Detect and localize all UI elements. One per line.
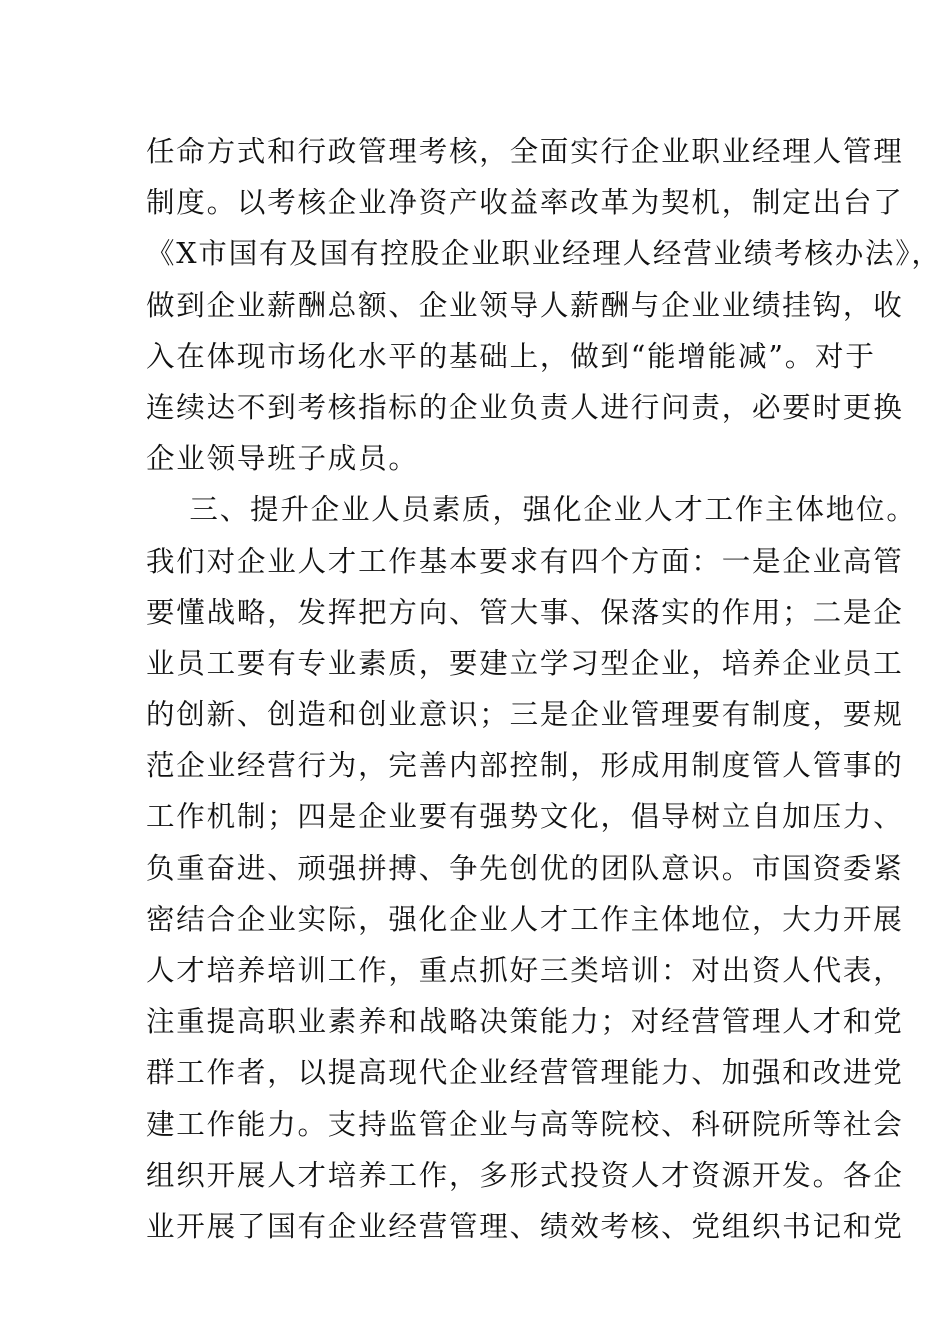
text-line-11: 业员工要有专业素质，要建立学习型企业，培养企业员工 bbox=[146, 646, 904, 680]
text-line-2: 制度。以考核企业净资产收益率改革为契机，制定出台了 bbox=[146, 186, 904, 220]
text-line-14: 工作机制；四是企业要有强势文化，倡导树立自加压力、 bbox=[146, 800, 904, 834]
text-line-21: 组织开展人才培养工作，多形式投资人才资源开发。各企 bbox=[146, 1158, 904, 1192]
text-line-3: 《X市国有及国有控股企业职业经理人经营业绩考核办法》， bbox=[146, 237, 942, 271]
section-heading-line: 三、提升企业人员素质，强化企业人才工作主体地位。 bbox=[146, 493, 917, 527]
text-line-10: 要懂战略，发挥把方向、管大事、保落实的作用；二是企 bbox=[146, 595, 904, 629]
text-line-13: 范企业经营行为，完善内部控制，形成用制度管人管事的 bbox=[146, 749, 904, 783]
text-line-20: 建工作能力。支持监管企业与高等院校、科研院所等社会 bbox=[146, 1107, 904, 1141]
text-line-4: 做到企业薪酬总额、企业领导人薪酬与企业业绩挂钩，收 bbox=[146, 288, 904, 322]
text-line-9: 我们对企业人才工作基本要求有四个方面：一是企业高管 bbox=[146, 544, 904, 578]
text-line-12: 的创新、创造和创业意识；三是企业管理要有制度，要规 bbox=[146, 698, 904, 732]
text-line-22: 业开展了国有企业经营管理、绩效考核、党组织书记和党 bbox=[146, 1209, 904, 1243]
text-line-16: 密结合企业实际，强化企业人才工作主体地位，大力开展 bbox=[146, 902, 904, 936]
text-line-15: 负重奋进、顽强拼搏、争先创优的团队意识。市国资委紧 bbox=[146, 851, 904, 885]
text-line-6: 连续达不到考核指标的企业负责人进行问责，必要时更换 bbox=[146, 390, 904, 424]
body-text bbox=[146, 126, 942, 1252]
text-line-7: 企业领导班子成员。 bbox=[146, 442, 419, 476]
text-line-19: 群工作者，以提高现代企业经营管理能力、加强和改进党 bbox=[146, 1056, 904, 1090]
text-line-17: 人才培养培训工作，重点抓好三类培训：对出资人代表， bbox=[146, 954, 904, 987]
text-line-1: 任命方式和行政管理考核，全面实行企业职业经理人管理 bbox=[146, 135, 904, 168]
text-line-18: 注重提高职业素养和战略决策能力；对经营管理人才和党 bbox=[146, 1005, 904, 1039]
text-line-5: 入在体现市场化水平的基础上，做到“能增能减”。对于 bbox=[146, 339, 876, 373]
